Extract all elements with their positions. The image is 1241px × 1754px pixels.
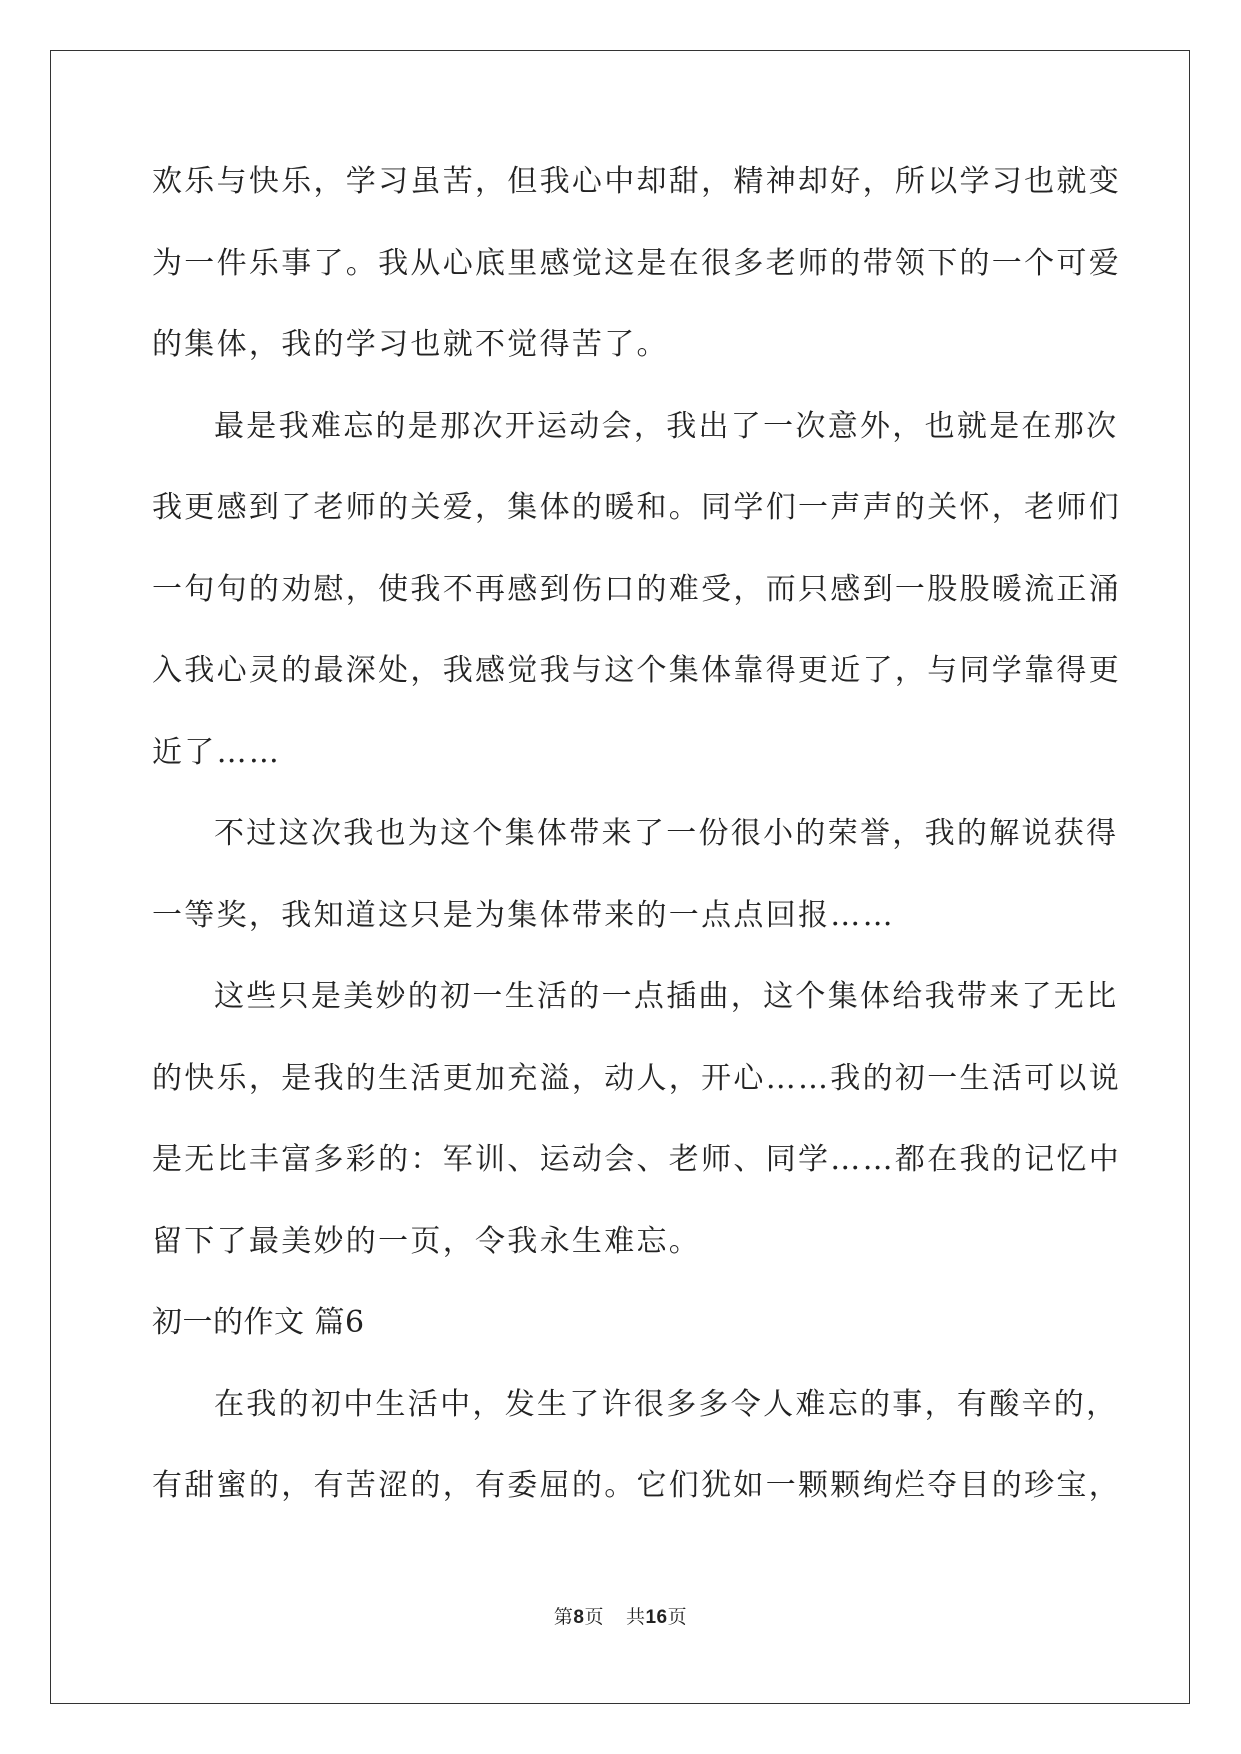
paragraph-start-line: 最是我难忘的是那次开运动会，我出了一次意外，也就是在那次 <box>214 408 1119 444</box>
text-line: 一等奖，我知道这只是为集体带来的一点点回报…… <box>152 897 895 933</box>
page-number: 8 <box>573 1607 585 1628</box>
text-line: 留下了最美妙的一页，令我永生难忘。 <box>152 1223 702 1259</box>
text-line: 我更感到了老师的关爱，集体的暖和。同学们一声声的关怀，老师们 <box>152 490 1121 525</box>
footer-page-suffix: 页 <box>584 1606 604 1628</box>
document-body <box>152 158 1121 1544</box>
paragraph-start-line: 不过这次我也为这个集体带来了一份很小的荣誉，我的解说获得 <box>214 816 1119 851</box>
text-line: 欢乐与快乐，学习虽苦，但我心中却甜，精神却好，所以学习也就变 <box>152 164 1121 199</box>
total-pages: 16 <box>645 1607 668 1628</box>
text-line: 一句句的劝慰，使我不再感到伤口的难受，而只感到一股股暖流正涌 <box>152 571 1121 607</box>
paragraph-start-line: 这些只是美妙的初一生活的一点插曲，这个集体给我带来了无比 <box>214 979 1119 1014</box>
footer-total-prefix: 共 <box>625 1606 646 1628</box>
footer-prefix: 第 <box>553 1606 574 1628</box>
text-line: 的快乐，是我的生活更加充溢，动人，开心……我的初一生活可以说 <box>152 1060 1121 1096</box>
text-line: 入我心灵的最深处，我感觉我与这个集体靠得更近了，与同学靠得更 <box>152 653 1121 688</box>
text-line: 近了…… <box>152 734 282 770</box>
page-footer <box>0 1602 1241 1629</box>
paragraph-start-line: 在我的初中生活中，发生了许很多多令人难忘的事，有酸辛的， <box>214 1386 1119 1422</box>
text-line: 是无比丰富多彩的：军训、运动会、老师、同学……都在我的记忆中 <box>152 1142 1121 1177</box>
text-line: 为一件乐事了。我从心底里感觉这是在很多老师的带领下的一个可爱 <box>152 245 1121 281</box>
text-line: 的集体，我的学习也就不觉得苦了。 <box>152 327 669 362</box>
section-heading: 初一的作文 篇6 <box>152 1305 365 1340</box>
text-line: 有甜蜜的，有苦涩的，有委屈的。它们犹如一颗颗绚烂夺目的珍宝， <box>152 1468 1121 1503</box>
footer-total-suffix: 页 <box>667 1606 688 1628</box>
